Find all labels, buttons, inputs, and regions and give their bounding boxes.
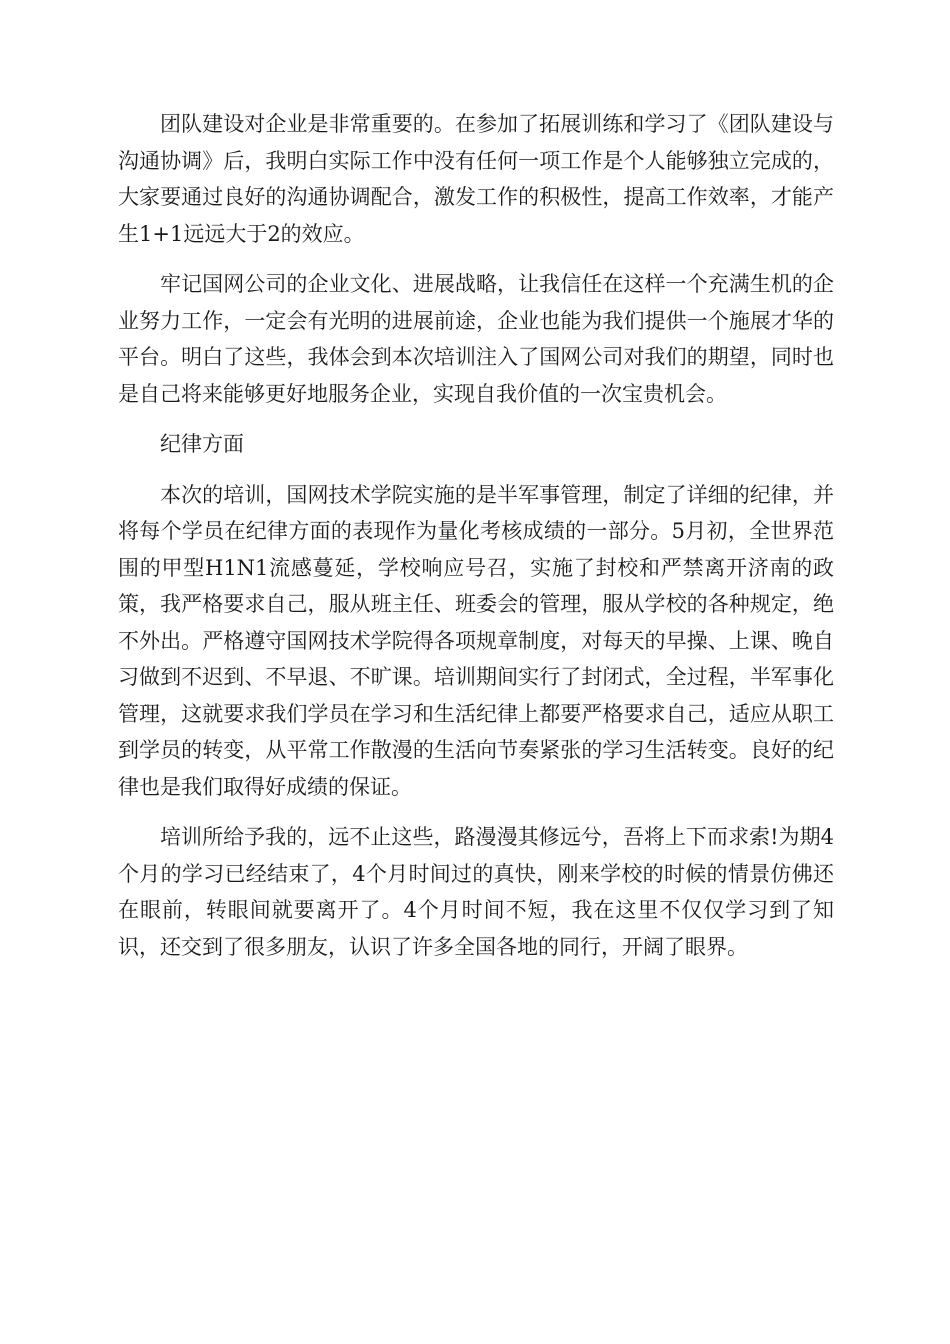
paragraph-spacer	[118, 252, 834, 266]
paragraph-spacer	[118, 463, 834, 477]
paragraph-discipline: 本次的培训，国网技术学院实施的是半军事管理，制定了详细的纪律，并将每个学员在纪律方面的表现作为量化考核成绩的一部分。5月初，全世界范围的甲型H1N1流感蔓延，学校响应号召，实施了封校和严禁离开济南的政策，我严格要求自己，服从班主任、班委会的管理，服从学校的各种规定，绝不外出。严格遵守国网技术学院得各项规章制度，对每天的早操、上课、晚自习做到不迟到、不早退、不旷课。培训期间实行了封闭式，全过程，半军事化管理，这就要求我们学员在学习和生活纪律上都要严格要求自己，适应从职工到学员的转变，从平常工作散漫的生活向节奏紧张的学习生活转变。良好的纪律也是我们取得好成绩的保证。	[118, 482, 834, 799]
section-heading-discipline: 纪律方面	[160, 432, 244, 456]
paragraph-company-culture: 牢记国网公司的企业文化、进展战略，让我信任在这样一个充满生机的企业努力工作，一定会有光明的进展前途，企业也能为我们提供一个施展才华的平台。明白了这些，我体会到本次培训注入了国网公司对我们的期望，同时也是自己将来能够更好地服务企业，实现自我价值的一次宝贵机会。	[118, 272, 834, 406]
paragraph-team-building: 团队建设对企业是非常重要的。在参加了拓展训练和学习了《团队建设与沟通协调》后，我明白实际工作中没有任何一项工作是个人能够独立完成的，大家要通过良好的沟通协调配合，激发工作的积极性，提高工作效率，才能产生1+1远远大于2的效应。	[118, 112, 834, 246]
paragraph-spacer	[118, 412, 834, 426]
paragraph-spacer	[118, 805, 834, 819]
paragraph-conclusion: 培训所给予我的，远不止这些，路漫漫其修远兮，吾将上下而求索!为期4个月的学习已经结束了，4个月时间过的真快，刚来学校的时候的情景仿佛还在眼前，转眼间就要离开了。4个月时间不短，我在这里不仅仅学习到了知识，还交到了很多朋友，认识了许多全国各地的同行，开阔了眼界。	[118, 825, 834, 959]
document-body	[118, 106, 834, 965]
